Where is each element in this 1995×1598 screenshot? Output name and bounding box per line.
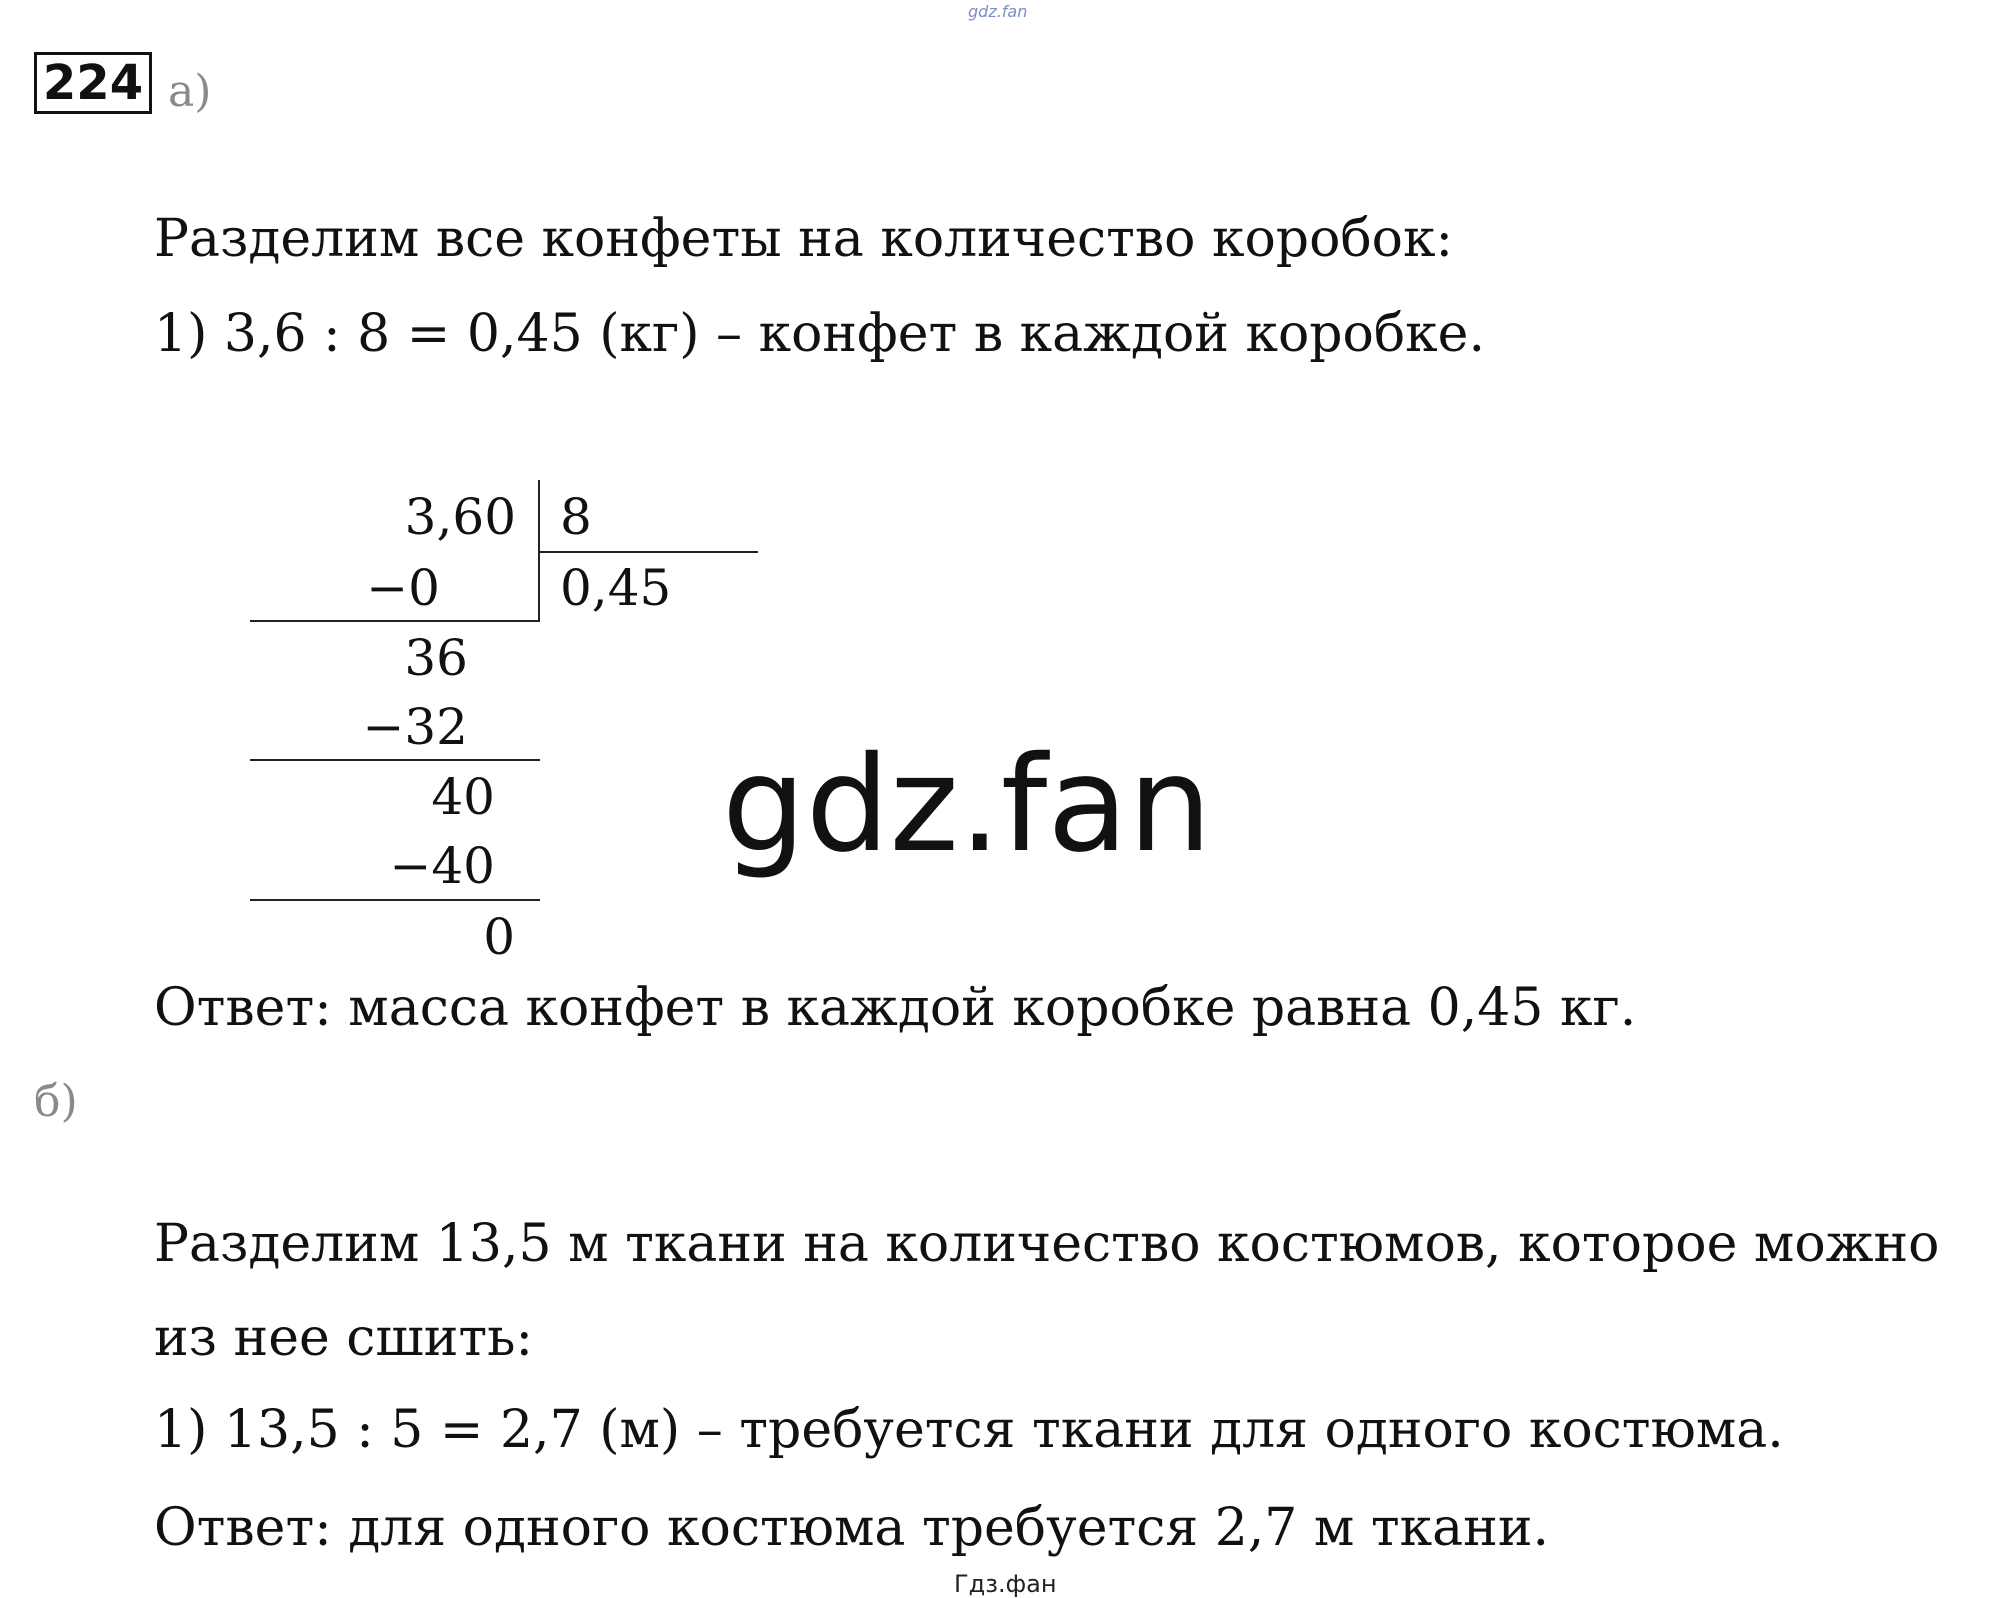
part-b-intro-line2: из нее сшить: — [154, 1308, 534, 1368]
part-b-step1: 1) 13,5 : 5 = 2,7 (м) – требуется ткани для одного костюма. — [154, 1400, 1784, 1460]
part-a-answer: Ответ: масса конфет в каждой коробке равна 0,45 кг. — [154, 978, 1637, 1038]
problem-number: 224 — [42, 55, 144, 111]
part-b-label: б) — [34, 1076, 78, 1127]
division-row: −0 — [366, 559, 440, 617]
division-quotient: 0,45 — [560, 559, 672, 617]
division-row: −40 — [389, 837, 495, 895]
division-line — [250, 620, 540, 622]
division-divisor: 8 — [560, 488, 592, 546]
watermark-top: gdz.fan — [968, 2, 1028, 21]
part-a-label: а) — [168, 66, 212, 117]
part-a-intro: Разделим все конфеты на количество коробок: — [154, 209, 1454, 269]
part-b-intro-line1: Разделим 13,5 м ткани на количество костюмов, которое можно — [154, 1214, 1940, 1274]
division-row: 0 — [483, 908, 515, 966]
division-dividend: 3,60 — [404, 488, 516, 546]
part-b-answer: Ответ: для одного костюма требуется 2,7 м ткани. — [154, 1498, 1550, 1558]
part-a-step1: 1) 3,6 : 8 = 0,45 (кг) – конфет в каждой коробке. — [154, 304, 1485, 364]
watermark-center: gdz.fan — [722, 728, 1212, 882]
division-line — [250, 899, 540, 901]
problem-number-box — [34, 52, 152, 114]
division-divisor-underline — [538, 551, 758, 553]
watermark-bottom: Гдз.фан — [954, 1570, 1057, 1598]
division-row: 36 — [404, 629, 468, 687]
division-row: −32 — [362, 698, 468, 756]
division-line — [250, 759, 540, 761]
division-row: 40 — [431, 768, 495, 826]
